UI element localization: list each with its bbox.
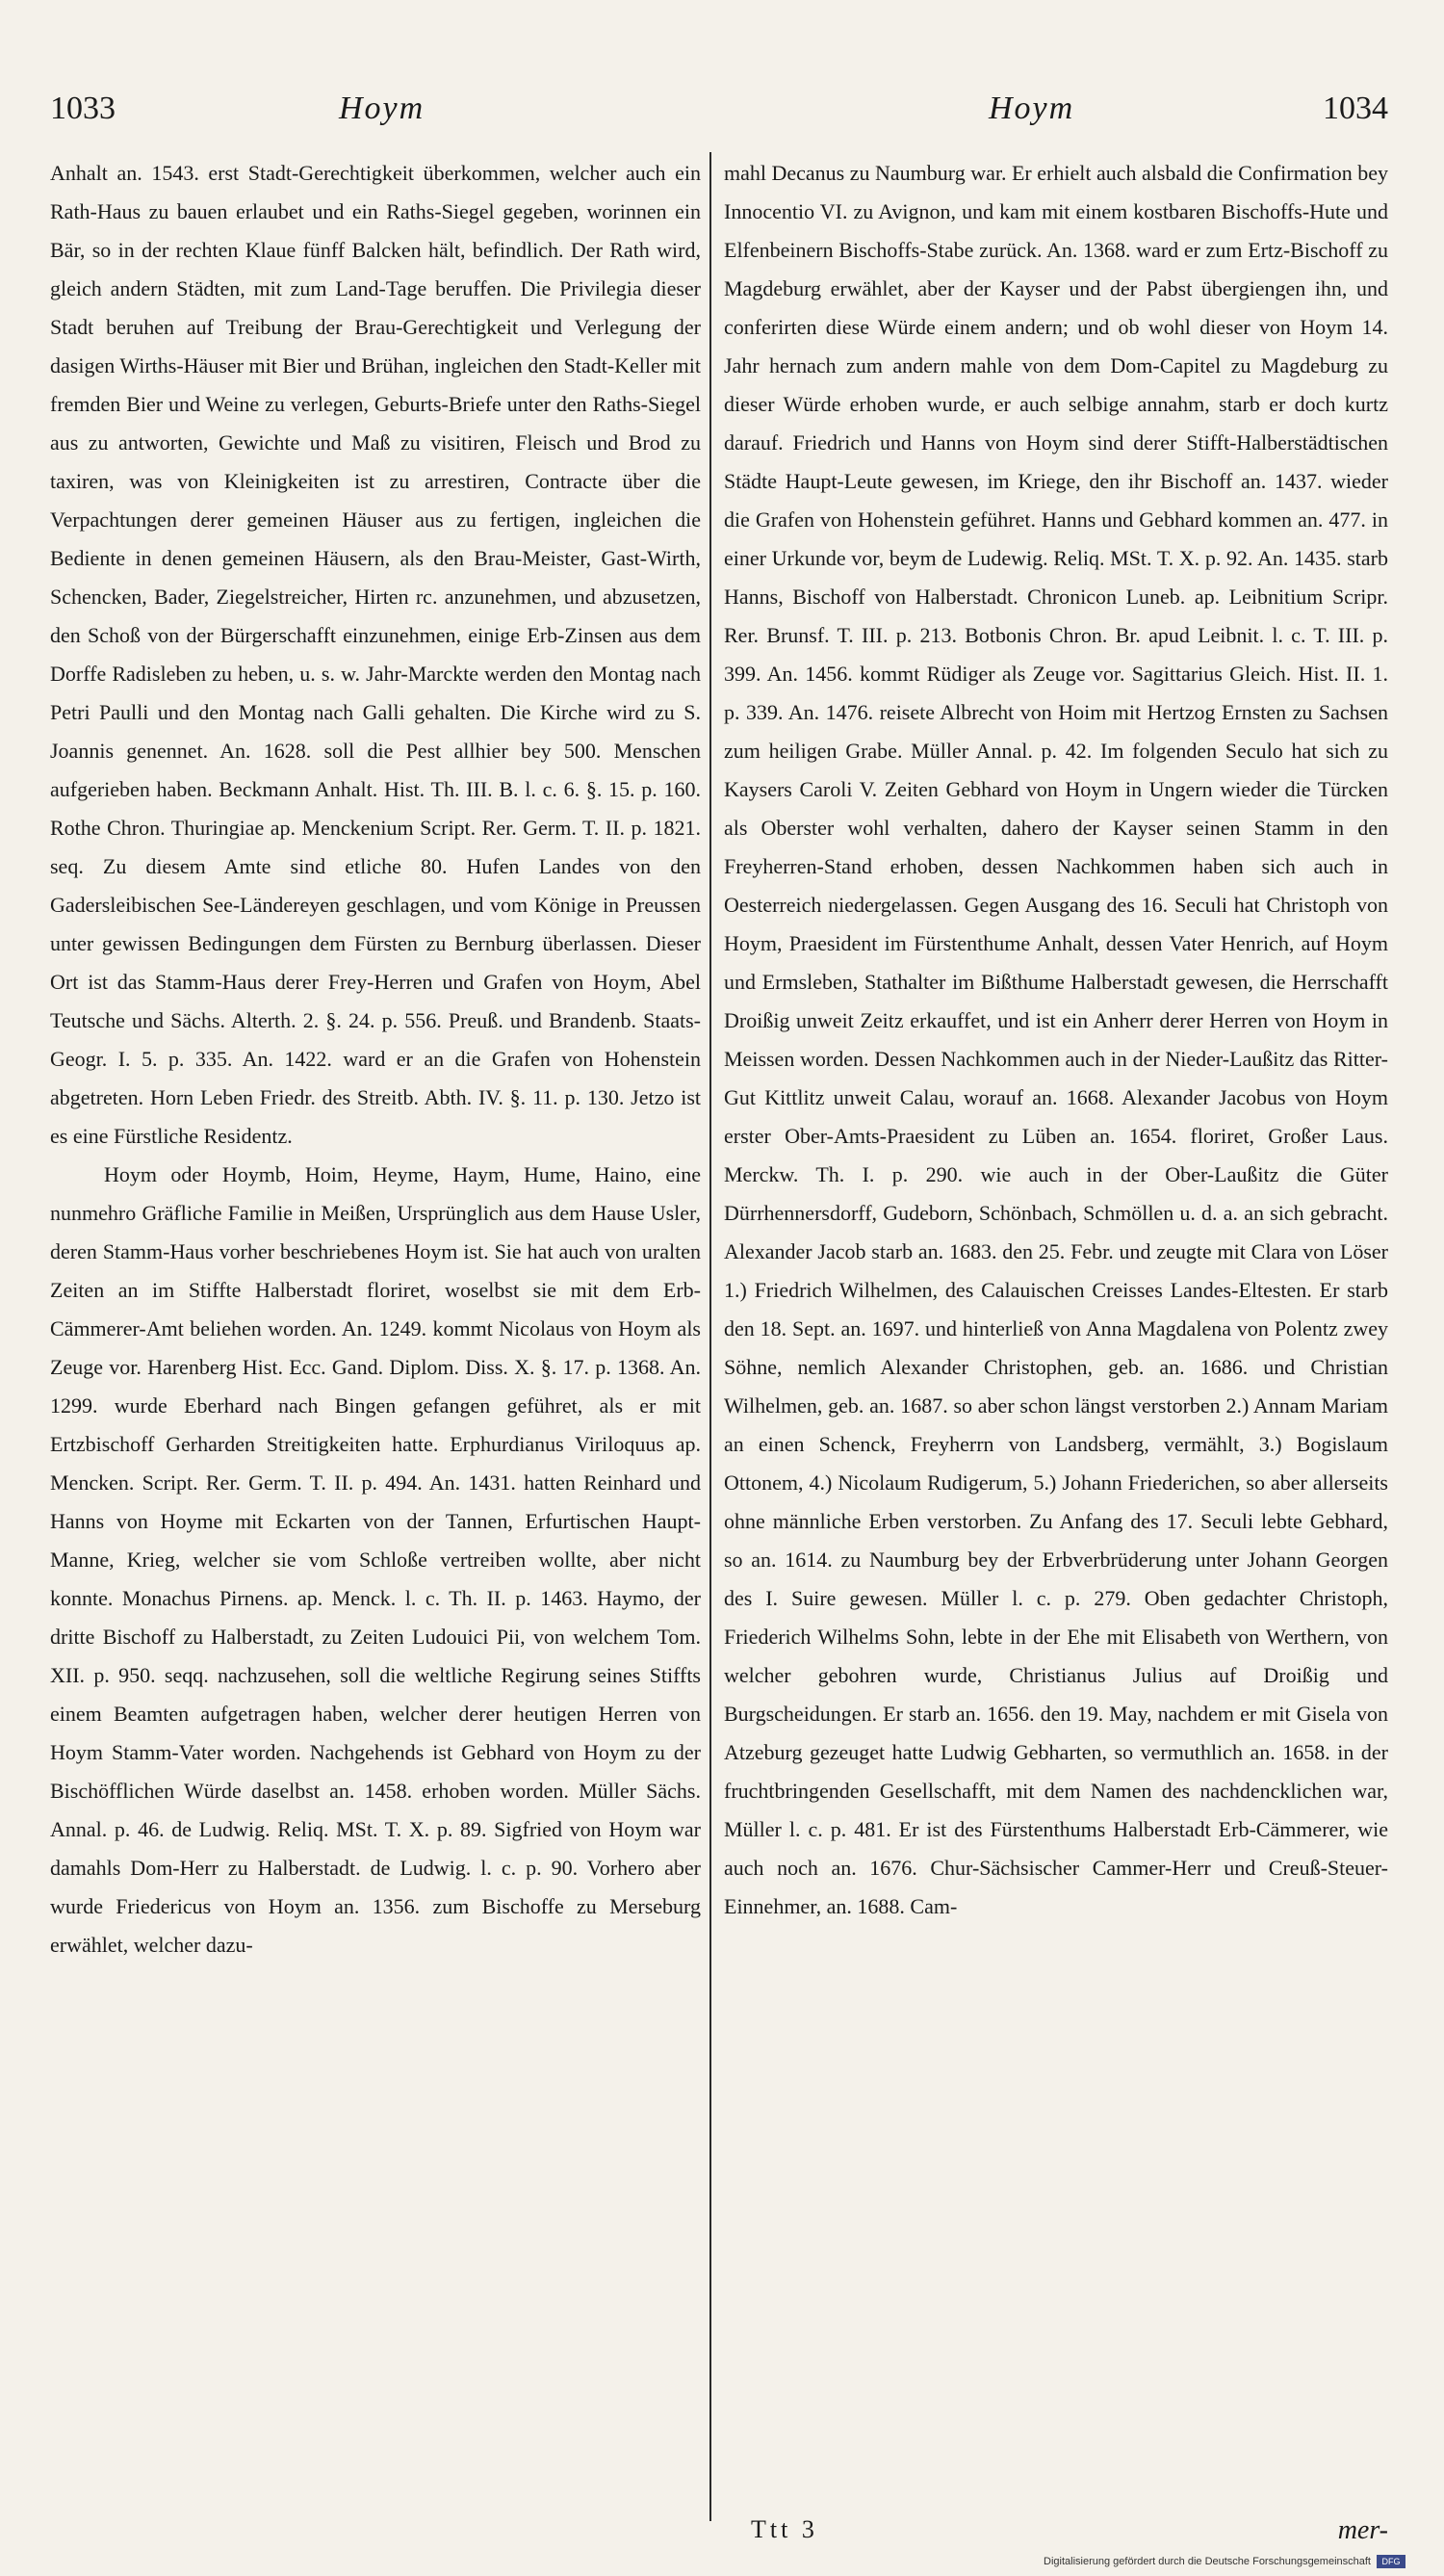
catchword: mer- bbox=[1337, 2515, 1388, 2545]
left-headword: Hoym bbox=[339, 91, 425, 126]
page-header bbox=[50, 85, 1388, 143]
left-page-number: 1033 bbox=[50, 91, 116, 126]
footer-credit: Digitalisierung gefördert durch die Deutsche Forschungsgemeinschaft bbox=[1044, 2556, 1371, 2567]
signature-mark: Ttt 3 bbox=[751, 2515, 818, 2543]
dfg-logo-icon: DFG bbox=[1377, 2555, 1405, 2568]
left-paragraph-2: Hoym oder Hoymb, Hoim, Heyme, Haym, Hume, Haino, eine nunmehro Gräfliche Familie in Meißen, Ursprünglich aus dem Hause Usler, deren Stamm-Haus vorher beschriebenes Hoym ist. Sie hat auch von uralten Zeiten an im Stiffte Halberstadt floriret, woselbst sie mit dem Erb-Cämmerer-Amt beliehen worden. An. 1249. kommt Nicolaus von Hoym als Zeuge vor. Harenberg Hist. Ecc. Gand. Diplom. Diss. X. §. 17. p. 1368. An. 1299. wurde Eberhard nach Bingen gefangen geführet, als er mit Ertzbischoff Gerharden Streitigkeiten hatte. Erphurdianus Viriloquus ap. Mencken. Script. Rer. Germ. T. II. p. 494. An. 1431. hatten Reinhard und Hanns von Hoyme mit Eckarten von der Tannen, Erfurtischen Haupt-Manne, Krieg, welcher sie vom Schloße vertreiben wollte, aber nicht konnte. Monachus Pirnens. ap. Menck. l. c. Th. II. p. 1463. Haymo, der dritte Bischoff zu Halberstadt, zu Zeiten Ludouici Pii, von welchem Tom. XII. p. 950. seqq. nachzusehen, soll die weltliche Regirung seines Stiffts einem Beamten aufgetragen haben, welcher derer heutigen Herren von Hoym Stamm-Vater worden. Nachgehends ist Gebhard von Hoym zu der Bischöfflichen Würde daselbst an. 1458. erhoben worden. Müller Sächs. Annal. p. 46. de Ludwig. Reliq. MSt. T. X. p. 89. Sigfried von Hoym war damahls Dom-Herr zu Halberstadt. de Ludwig. l. c. p. 90. Vorhero aber wurde Friedericus von Hoym an. 1356. zum Bischoffe zu Merseburg erwählet, welcher dazu- bbox=[50, 1162, 701, 1957]
left-paragraph-1: Anhalt an. 1543. erst Stadt-Gerechtigkeit überkommen, welcher auch ein Rath-Haus zu bauen erlaubet und ein Raths-Siegel gegeben, worinnen ein Bär, so in der rechten Klaue fünff Balcken hält, befindlich. Der Rath wird, gleich andern Städten, mit zum Land-Tage beruffen. Die Privilegia dieser Stadt beruhen auf Treibung der Brau-Gerechtigkeit und Verlegung der dasigen Wirths-Häuser mit Bier und Brühan, ingleichen den Stadt-Keller mit fremden Bier und Weine zu verlegen, Geburts-Briefe unter den Raths-Siegel aus zu antworten, Gewichte und Maß zu visitiren, Fleisch und Brod zu taxiren, was von Kleinigkeiten ist zu arrestiren, Contracte über die Verpachtungen derer gemeinen Häuser aus zu fertigen, ingleichen die Bediente in denen gemeinen Häusern, als den Brau-Meister, Gast-Wirth, Schencken, Bader, Ziegelstreicher, Hirten rc. anzunehmen, und abzusetzen, den Schoß von der Bürgerschafft einzunehmen, einige Erb-Zinsen aus dem Dorffe Radisleben zu heben, u. s. w. Jahr-Marckte werden den Montag nach Petri Paulli und den Montag nach Galli gehalten. Die Kirche wird zu S. Joannis genennet. An. 1628. soll die Pest allhier bey 500. Menschen aufgerieben haben. Beckmann Anhalt. Hist. Th. III. B. l. c. 6. §. 15. p. 160. Rothe Chron. Thuringiae ap. Menckenium Script. Rer. Germ. T. II. p. 1821. seq. Zu diesem Amte sind etliche 80. Hufen Landes von den Gadersleibischen See-Ländereyen geschlagen, und vom Könige in Preussen unter gewissen Bedingungen dem Fürsten zu Bernburg überlassen. Dieser Ort ist das Stamm-Haus derer Frey-Herren und Grafen von Hoym, Abel Teutsche und Sächs. Alterth. 2. §. 24. p. 556. Preuß. und Brandenb. Staats-Geogr. I. 5. p. 335. An. 1422. ward er an die Grafen von Hohenstein abgetreten. Horn Leben Friedr. des Streitb. Abth. IV. §. 11. p. 130. Jetzo ist es eine Fürstliche Residentz. bbox=[50, 161, 701, 1148]
left-column bbox=[50, 154, 701, 2504]
right-page-number: 1034 bbox=[1323, 91, 1388, 126]
right-column bbox=[724, 154, 1388, 2504]
right-paragraph-1: mahl Decanus zu Naumburg war. Er erhielt auch alsbald die Confirmation bey Innocentio VI. zu Avignon, und kam mit einem kostbaren Bischoffs-Hute und Elfenbeinern Bischoffs-Stabe zurück. An. 1368. ward er zum Ertz-Bischoff zu Magdeburg erwählet, aber der Kayser und der Pabst übergiengen ihn, und conferirten diese Würde einem andern; und ob wohl dieser von Hoym 14. Jahr hernach zum andern mahle von dem Dom-Capitel zu Magdeburg zu dieser Würde erhoben wurde, er auch selbige annahm, starb er doch kurtz darauf. Friedrich und Hanns von Hoym sind derer Stifft-Halberstädtischen Städte Haupt-Leute gewesen, im Kriege, den ihr Bischoff an. 1437. wieder die Grafen von Hohenstein geführet. Hanns und Gebhard kommen an. 477. in einer Urkunde vor, beym de Ludewig. Reliq. MSt. T. X. p. 92. An. 1435. starb Hanns, Bischoff von Halberstadt. Chronicon Luneb. ap. Leibnitium Scripr. Rer. Brunsf. T. III. p. 213. Botbonis Chron. Br. apud Leibnit. l. c. T. III. p. 399. An. 1456. kommt Rüdiger als Zeuge vor. Sagittarius Gleich. Hist. II. 1. p. 339. An. 1476. reisete Albrecht von Hoim mit Hertzog Ernsten zu Sachsen zum heiligen Grabe. Müller Annal. p. 42. Im folgenden Seculo hat sich zu Kaysers Caroli V. Zeiten Gebhard von Hoym in Ungern wieder die Türcken als Oberster wohl verhalten, dahero der Kayser seinen Stamm in den Freyherren-Stand erhoben, dessen Nachkommen haben sich auch in Oesterreich niedergelassen. Gegen Ausgang des 16. Seculi hat Christoph von Hoym, Praesident im Fürstenthume Anhalt, dessen Vater Henrich, auf Hoym und Ermsleben, Stathalter im Bißthume Halberstadt gewesen, die Herrschafft Droißig unweit Zeitz erkauffet, und ist ein Anherr derer Herren von Hoym in Meissen worden. Dessen Nachkommen auch in der Nieder-Laußitz das Ritter-Gut Kittlitz unweit Calau, worauf an. 1668. Alexander Jacobus von Hoym erster Ober-Amts-Praesident zu Lüben an. 1654. floriret, Großer Laus. Merckw. Th. I. p. 290. wie auch in der Ober-Laußitz die Güter Dürrhennersdorff, Gudeborn, Schönbach, Schmöllen u. d. a. an sich gebracht. Alexander Jacob starb an. 1683. den 25. Febr. und zeugte mit Clara von Löser 1.) Friedrich Wilhelmen, des Calauischen Creisses Landes-Eltesten. Er starb den 18. Sept. an. 1697. und hinterließ von Anna Magdalena von Polentz zwey Söhne, nemlich Alexander Christophen, geb. an. 1686. und Christian Wilhelmen, geb. an. 1687. so aber schon längst verstorben 2.) Annam Mariam an einen Schenck, Freyherrn von Landsberg, vermählt, 3.) Bogislaum Ottonem, 4.) Nicolaum Rudigerum, 5.) Johann Friederichen, so aber allerseits ohne männliche Erben verstorben. Zu Anfang des 17. Seculi lebte Gebhard, so an. 1614. zu Naumburg bey der Erbverbrüderung unter Johann Georgen des I. Suire gewesen. Müller l. c. p. 279. Oben gedachter Christoph, Friederich Wilhelms Sohn, lebte in der Ehe mit Elisabeth von Werthern, von welcher gebohren wurde, Christianus Julius auf Droißig und Burgscheidungen. Er starb an. 1656. den 19. May, nachdem er mit Gisela von Atzeburg gezeuget hatte Ludwig Gebharten, so vermuthlich an. 1658. in der fruchtbringenden Gesellschafft, mit dem Namen des nachdencklichen war, Müller l. c. p. 481. Er ist des Fürstenthums Halberstadt Erb-Cämmerer, wie auch noch an. 1676. Chur-Sächsischer Cammer-Herr und Creuß-Steuer-Einnehmer, an. 1688. Cam- bbox=[724, 161, 1388, 1918]
right-headword: Hoym bbox=[989, 91, 1075, 126]
column-divider bbox=[709, 152, 711, 2521]
digitization-footer bbox=[1044, 2555, 1405, 2568]
